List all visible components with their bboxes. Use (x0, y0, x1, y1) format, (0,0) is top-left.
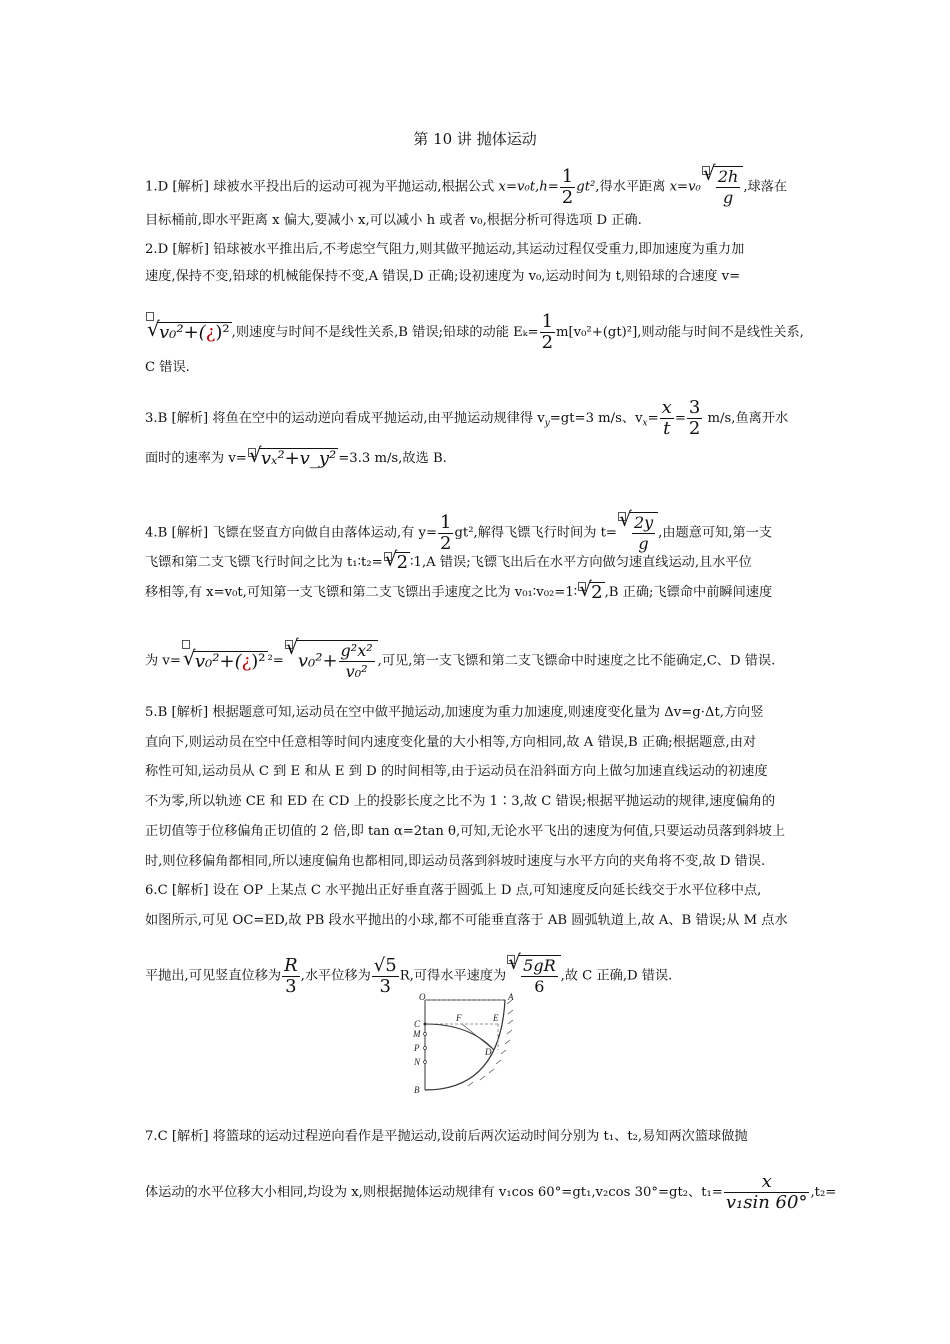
point-p (424, 1047, 427, 1050)
label-f: F (456, 1013, 462, 1023)
page-title: 第 10 讲 抛体运动 (413, 130, 537, 148)
q4-line-3: 移相等,有 x=v₀t,可知第一支飞镖和第二支飞镖出手速度之比为 v₀₁∶v₀₂=1∶√ 2 ,B 正确;飞镖命中前瞬间速度 (145, 582, 810, 603)
sqrt-5gr-6: √ $\frac{5gR}{6}$ (518, 955, 560, 997)
q6-line-2: 如图所示,可见 OC=ED,故 PB 段水平抛出的小球,都不可能垂直落于 AB 圆弧轨道上,故 A、B 错误;从 M 点水 (145, 913, 788, 928)
sqrt-2y-g: √ $\frac{2y}{g}$ (629, 512, 658, 554)
q5-line-3: 称性可知,运动员从 C 到 E 和从 E 到 D 的时间相等,由于运动员在沿斜面方向上做匀加速直线运动的初速度 (145, 764, 768, 779)
q6-line-3: 平抛出,可见竖直位移为 $\frac{R}{3}$ ,水平位移为 $\frac{√5}{3}$ R,可得水平速度为 √ $\frac{5gR}{6}$ ,故 C 正确,D 错误. (145, 955, 810, 997)
q2-line-1: 2.D [解析] 铅球被水平推出后,不考虑空气阻力,则其做平抛运动,其运动过程仅受重力,即加速度为重力加 (145, 242, 745, 257)
fraction-t1: $\frac{x}{\text{v₁sin 60°}}$ (725, 1171, 808, 1213)
q7-line-1: 7.C [解析] 将篮球的运动过程逆向看作是平抛运动,设前后两次运动时间分别为 t₁、t₂,易知两次篮球做抛 (145, 1129, 748, 1144)
q5-line-5: 正切值等于位移偏角正切值的 2 倍,即 tan α=2tan θ,可知,无论水平飞出的速度为何值,只要运动员落到斜坡上 (145, 824, 786, 839)
sqrt-2: √ 2 (589, 582, 604, 603)
fraction-half: $\frac{1}{2}$ (561, 165, 574, 208)
q4-line-4: 为 v=√ v₀²+(¿)² ²=√ v₀²+ $\frac{\text{g²x²}}{\text{v₀²}}$ ,可见,第一支飞镖和第二支飞镖命中时速度之比不能确定,C、D 错误. (145, 640, 810, 682)
q1-line-2: 目标桶前,即水平距离 x 偏大,要减小 x,可以减小 h 或者 v₀,根据分析可得选项 D 正确. (145, 213, 642, 228)
fraction-r-over-3: $\frac{R}{3}$ (284, 954, 298, 997)
sqrt-2: √ 2 (395, 552, 410, 573)
projectile-path (425, 1024, 494, 1050)
q2-line-4: C 错误. (145, 360, 190, 375)
fraction-half: $\frac{1}{2}$ (440, 511, 452, 554)
q2-line-2: 速度,保持不变,铅球的机械能保持不变,A 错误,D 正确;设初速度为 v₀,运动时间为 t,则铅球的合速度 v= (145, 269, 741, 284)
point-m (424, 1033, 427, 1036)
fraction-x-over-t: $\frac{x}{t}$ (661, 397, 672, 439)
q5-line-2: 直向下,则运动员在空中任意相等时间内速度变化量的大小相等,方向相同,故 A 错误,B 正确;根据题意,由对 (145, 735, 757, 750)
fraction-sqrt5-over-3: $\frac{√5}{3}$ (373, 954, 397, 997)
label-n: N (414, 1057, 421, 1067)
fraction-half: $\frac{1}{2}$ (541, 311, 554, 353)
label-c: C (414, 1019, 421, 1029)
projectile-arc-diagram (400, 992, 530, 1102)
fraction-three-half: $\frac{3}{2}$ (688, 397, 701, 439)
q7-line-2: 体运动的水平位移大小相同,均设为 x,则根据抛体运动规律有 v₁cos 60°=gt₁,v₂cos 30°=gt₂、t₁= $\frac{x}{\text{v₁sin 60°}}$ ,t₂= (145, 1171, 837, 1213)
point-n (424, 1061, 427, 1064)
sqrt-v0-g2x2: √ v₀²+ $\frac{\text{g²x²}}{\text{v₀²}}$ (296, 640, 378, 682)
q4-line-1: 4.B [解析] 飞镖在竖直方向做自由落体运动,有 y= $\frac{1}{2}$ gt²,解得飞镖飞行时间为 t= √ $\frac{2y}{g}$ ,由题意可知,第一支 (145, 512, 810, 554)
label-p: P (414, 1043, 420, 1053)
q5-line-6: 时,则位移偏角都相同,所以速度偏角也都相同,即运动员落到斜坡时速度与水平方向的夹角将不变,故 D 错误. (145, 854, 766, 869)
hatching (468, 1000, 513, 1086)
sqrt-vx-vy: √ vₓ²+v_y² (259, 448, 338, 469)
q2-line-3: √ v₀²+(¿)² ,则速度与时间不是线性关系,B 错误;铅球的动能 Eₖ= $\frac{1}{2}$ m[v₀²+(gt)²],则动能与时间不是线性关系, (145, 312, 810, 353)
point-c (424, 1023, 427, 1026)
label-b: B (414, 1085, 420, 1095)
q5-line-1: 5.B [解析] 根据题意可知,运动员在空中做平抛运动,加速度为重力加速度,则速度变化量为 Δv=g·Δt,方向竖 (145, 705, 764, 720)
sqrt-2h-g: √ $\frac{2h}{g}$ (713, 166, 743, 208)
q6-line-1: 6.C [解析] 设在 OP 上某点 C 水平抛出正好垂直落于圆弧上 D 点,可知速度反向延长线交于水平位移中点, (145, 883, 762, 898)
label-e: E (493, 1013, 499, 1023)
label-a: A (508, 992, 514, 1002)
q4-line-2: 飞镖和第二支飞镖飞行时间之比为 t₁∶t₂=√ 2 ∶1,A 错误;飞镖飞出后在水平方向做匀速直线运动,且水平位 (145, 552, 810, 573)
label-d: D (485, 1047, 492, 1057)
q3-line-2: 面时的速率为 v=√ vₓ²+v_y² =3.3 m/s,故选 B. (145, 448, 810, 469)
q5-line-4: 不为零,所以轨迹 CE 和 ED 在 CD 上的投影长度之比不为 1∶3,故 C 错误;根据平抛运动的规律,速度偏角的 (145, 794, 776, 809)
q1-line-1: 1.D [解析] 球被水平投出后的运动可视为平抛运动,根据公式 x=v₀t,h= $\frac{1}{2}$ gt²,得水平距离 x=v₀ √ $\frac{2h}{g}$ ,球落在 (145, 166, 810, 208)
sqrt-v0-expression: √ v₀²+(¿)² (157, 322, 232, 343)
label-m: M (413, 1029, 421, 1039)
label-o: O (419, 992, 426, 1002)
q3-line-1: 3.B [解析] 将鱼在空中的运动逆向看成平抛运动,由平抛运动规律得 $v_y=gt=3$ m/s、$v_x=$ $\frac{x}{t}$ = $\frac{3}{2}$ m/s,鱼离开水 (145, 397, 789, 439)
sqrt-v0-expression: √ v₀²+(¿)² (193, 651, 268, 672)
